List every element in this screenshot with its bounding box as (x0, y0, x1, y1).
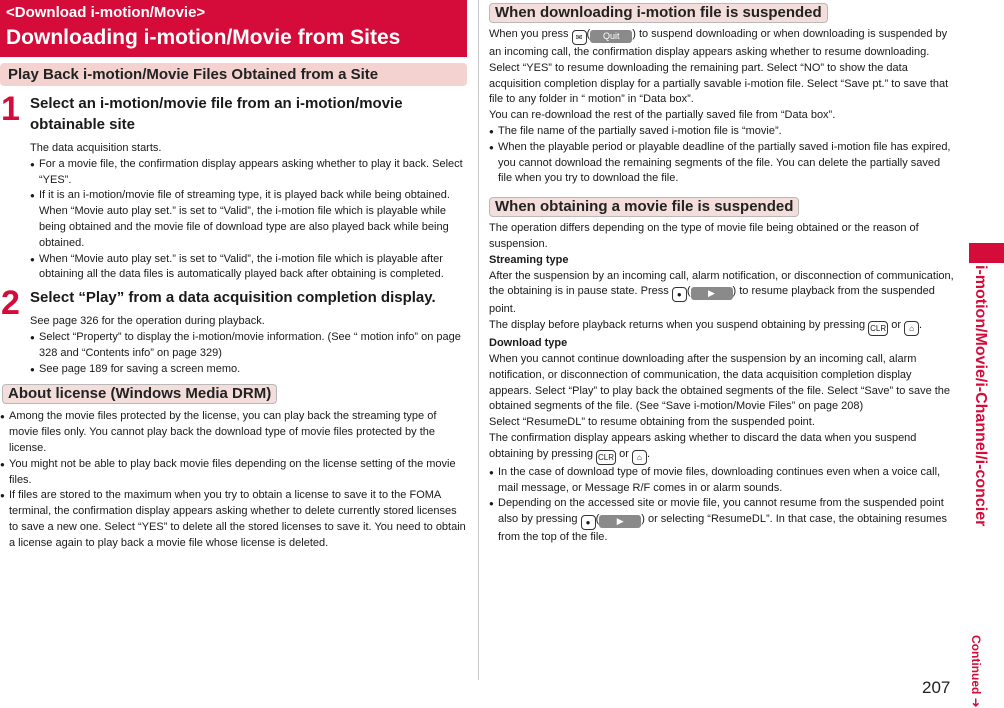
end-call-key-icon: ⌂ (904, 321, 919, 336)
step-text: See page 326 for the operation during playback. (30, 315, 265, 328)
section-heading-obtain-suspended: When obtaining a movie file is suspended (489, 197, 799, 217)
step-body (30, 141, 467, 283)
center-key-icon: ● (672, 287, 687, 302)
bullet-item: ● Select “Property” to display the i-motion/movie information. (See “ motion info” on page 328 and “Contents info” on page 329) (30, 330, 467, 362)
license-heading-row (0, 384, 467, 404)
page-number: 207 (922, 678, 951, 697)
step-heading: Select an i-motion/movie file from an i-motion/movie obtainable site (30, 95, 403, 133)
text-run: or (891, 319, 901, 332)
bullet-item (30, 188, 467, 251)
page-title: Downloading i-motion/Movie from Sites (6, 26, 401, 49)
chapter-side-title: i-motion/Movie/i-Channel/i-concier (972, 265, 989, 527)
right-column (489, 0, 957, 546)
paragraph: Select “ResumeDL” to resume obtaining from the suspended point. (489, 416, 815, 429)
left-column (0, 0, 467, 552)
bullet-item: ● In the case of download type of movie files, downloading continues even when a voice call, mail message, or Message R/F comes in or alarm sounds. (489, 465, 957, 497)
step-heading: Select “Play” from a data acquisition completion display. (30, 289, 436, 307)
paragraph: The display before playback returns when you suspend obtaining by pressing CLR or ⌂ . (489, 318, 957, 336)
paragraph: When you press ✉ ( Quit ) to suspend downloading or when downloading is suspended by an incoming call, the confirmation display appears asking whether to resume downloading. (489, 28, 948, 58)
quit-softkey-icon: Quit (590, 30, 632, 43)
section-heading-download-suspended: When downloading i-motion file is suspended (489, 3, 828, 23)
subheading-streaming: Streaming type (489, 253, 569, 266)
suspend-download-heading-row (489, 3, 957, 23)
step-2 (0, 284, 467, 377)
text-run: or selecting “ResumeDL”. In that case, the obtaining resumes from the top of the file. (498, 513, 947, 544)
bullet-item: ● For a movie file, the confirmation display appears asking whether to play it back. Select “YES”. (30, 157, 467, 189)
chapter-banner (0, 0, 467, 57)
step-number: 1 (1, 90, 20, 128)
play-softkey-icon: ▶ (691, 287, 733, 300)
center-key-icon: ● (581, 515, 596, 530)
suspend-obtain-heading-row (489, 197, 957, 217)
chapter-tab-marker (969, 243, 1004, 263)
continued-label (969, 635, 983, 708)
step-body (30, 314, 467, 377)
continued-text: Continued (969, 635, 983, 695)
column-divider (478, 0, 479, 680)
bullet-item: ● When “Movie auto play set.” is set to “Valid”, the i-motion file which is playable after obtaining all the data files is automatically played back after obtaining is completed. (30, 252, 467, 284)
play-softkey-icon: ▶ (599, 515, 641, 528)
step-text: The data acquisition starts. (30, 142, 162, 154)
paragraph: The operation differs depending on the type of movie file being obtained or the reason of suspension. (489, 222, 919, 250)
suspend-obtain-body (489, 221, 957, 546)
bullet-item: ● Depending on the accessed site or movie file, you cannot resume from the suspended point also by pressing ● ( ▶ ) or selecting “ResumeDL”. In that case, the obtaining resumes from the top of the file. (489, 496, 957, 546)
list-item: ● You might not be able to play back movie files depending on the license setting of the movie files. (0, 457, 467, 489)
paragraph: After the suspension by an incoming call, alarm notification, or disconnection of communication, the obtaining is in pause state. Press ● ( ▶ ) to resume playback from the suspended point. (489, 269, 954, 316)
bullet-text: When “Movie auto play set.” is set to “Valid”, the i-motion file which is playable while being obtained and the movie file of download type are also played back while being obtained. (39, 205, 449, 249)
suspend-download-body (489, 27, 957, 187)
list-item: ● If files are stored to the maximum when you try to obtain a license to save it to the FOMA terminal, the confirmation display appears asking whether to delete currently stored licenses to save a new one. Select “YES” to delete all the stored licenses to save it. You need to obtain a license again to play back a movie file whose license is deleted. (0, 488, 467, 551)
mail-key-icon: ✉ (572, 30, 587, 45)
text-run: Depending on the accessed site or movie file, you cannot resume from the suspended point also by pressing (498, 497, 944, 526)
section-heading-license: About license (Windows Media DRM) (2, 384, 277, 404)
license-list (0, 409, 467, 551)
paragraph: You can re-download the rest of the partially saved file from “Data box”. (489, 109, 836, 122)
bullet-item: ● When the playable period or playable deadline of the partially saved i-motion file has expired, you cannot download the remaining segments of the file. You can delete the partially saved file when you try to download the file. (489, 140, 957, 187)
text-run: to suspend downloading or when downloading is suspended by an incoming call, the confirmation display appears asking whether to resume downloading. (489, 28, 948, 58)
bullet-text: ● If it is an i-motion/movie file of streaming type, it is played back while being obtained. (39, 189, 450, 202)
end-call-key-icon: ⌂ (632, 450, 647, 465)
bullet-item: ● See page 189 for saving a screen memo. (30, 362, 467, 378)
paragraph: When you cannot continue downloading after the suspension by an incoming call, alarm notification, or disconnection of communication, the data acquisition completion display appears. Select “Play” to play back the obtained segments of the file. Select “Save” to save the obtained segments of the file. (See “Save i-motion/Movie Files” on page 208) (489, 352, 951, 413)
arrow-right-icon: ➜ (969, 697, 983, 708)
section-heading-playback: Play Back i-motion/Movie Files Obtained from a Site (0, 63, 467, 86)
paragraph: The confirmation display appears asking whether to discard the data when you suspend obtaining by pressing CLR or ⌂ . (489, 431, 957, 465)
text-run: The confirmation display appears asking whether to discard the data when you suspend obtaining by pressing (489, 431, 917, 460)
text-run: After the suspension by an incoming call, alarm notification, or disconnection of communication, the obtaining is in pause state. Press (489, 269, 954, 298)
step-1 (0, 90, 467, 283)
paragraph: Select “YES” to resume downloading the remaining part. Select “NO” to show the data acquisition completion display for a partially savable i-motion file. Select “Save pt.” to save that file to any folder in “ motion” in “Data box”. (489, 61, 949, 106)
text-run: or (619, 447, 629, 460)
clear-key-icon: CLR (596, 450, 616, 465)
text-run: to resume playback from the suspended point. (489, 285, 935, 316)
step-number: 2 (1, 284, 20, 323)
list-item: ● Among the movie files protected by the license, you can play back the streaming type of movie files only. You cannot play back the download type of movie files protected by the license. (0, 409, 467, 456)
subheading-download: Download type (489, 337, 568, 350)
bullet-item: ● The file name of the partially saved i-motion file is “movie”. (489, 124, 957, 140)
clear-key-icon: CLR (868, 321, 888, 336)
text-run: The display before playback returns when you suspend obtaining by pressing (489, 319, 866, 332)
text-run: When you press (489, 28, 569, 40)
banner-subtitle: <Download i-motion/Movie> (6, 4, 206, 21)
